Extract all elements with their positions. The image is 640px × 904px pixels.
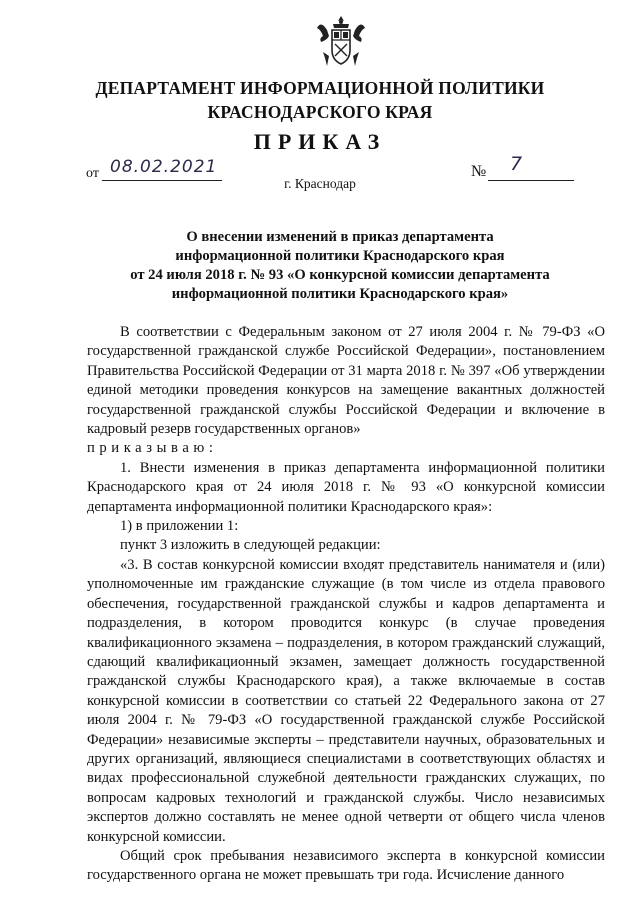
order-title-line: информационной политики Краснодарского края <box>175 248 505 264</box>
handwritten-date: 08.02.2021 <box>110 157 218 177</box>
document-type-title: ПРИКАЗ <box>253 129 387 154</box>
handwritten-number: 7 <box>510 153 523 175</box>
amended-point-3: «3. В состав конкурсной комиссии входят представитель нанимателя и (или) уполномоченные им гражданские служащие (в том числе из отдела правового обеспечения, государственной гражданской службы и кадров департамента и подразделения, в котором проводится конкурс (в случае проведения квалификационного экзамена – подразделения, в котором гражданский служащий, сдающий квалификационный экзамен, замещает должность государственной гражданской службы Краснодарского края), а также включаемые в состав конкурсной комиссии в соответствии со статьей 22 Федерального закона от 27 июля 2004 г. № 79-ФЗ «О государственной гражданской службе Российской Федерации» независимые эксперты – представители научных, образовательных и других организаций, являющиеся специалистами в соответствующих областях и видах профессиональной служебной деятельности гражданских служащих, по вопросам кадровых технологий и гражданской службы. Число независимых экспертов должно составлять не менее одной четверти от общего числа членов конкурсной комиссии. <box>87 556 605 845</box>
subclause-1: 1) в приложении 1: <box>120 518 239 535</box>
clause-1: 1. Внести изменения в приказ департамента информационной политики Краснодарского края от 24 июля 2018 г. № 93 «О конкурсной комиссии департамента информационной политики Краснодарского края»: <box>87 459 605 515</box>
order-title-line: от 24 июля 2018 г. № 93 «О конкурсной комиссии департамента <box>130 267 550 283</box>
expert-term-paragraph: Общий срок пребывания независимого эксперта в конкурсной комиссии государственного органа не может превышать три года. Исчисление данного <box>87 847 605 884</box>
order-directive-text: приказываю: <box>87 440 218 457</box>
coat-of-arms-icon <box>315 12 367 70</box>
order-title <box>0 228 640 304</box>
order-title-line: информационной политики Краснодарского края» <box>171 286 509 302</box>
city-name: г. Краснодар <box>284 176 356 191</box>
order-body <box>87 323 605 886</box>
number-label: № <box>471 163 487 180</box>
department-name-line2: КРАСНОДАРСКОГО КРАЯ <box>207 102 433 122</box>
subclause-instruction: пункт 3 изложить в следующей редакции: <box>120 537 381 554</box>
date-label: от <box>86 166 99 181</box>
order-directive <box>87 439 605 458</box>
preamble-paragraph: В соответствии с Федеральным законом от 27 июля 2004 г. № 79-ФЗ «О государственной гражданской службе Российской Федерации», постановлением Правительства Российской Федерации от 31 марта 2018 г. № 397 «Об утверждении единой методики проведения конкурсов на замещение вакантных должностей государственной гражданской службы Российской Федерации и включение в кадровый резерв государственных органов» <box>87 324 605 438</box>
order-title-line: О внесении изменений в приказ департамента <box>186 229 494 245</box>
department-name-line1: ДЕПАРТАМЕНТ ИНФОРМАЦИОННОЙ ПОЛИТИКИ <box>95 78 545 98</box>
